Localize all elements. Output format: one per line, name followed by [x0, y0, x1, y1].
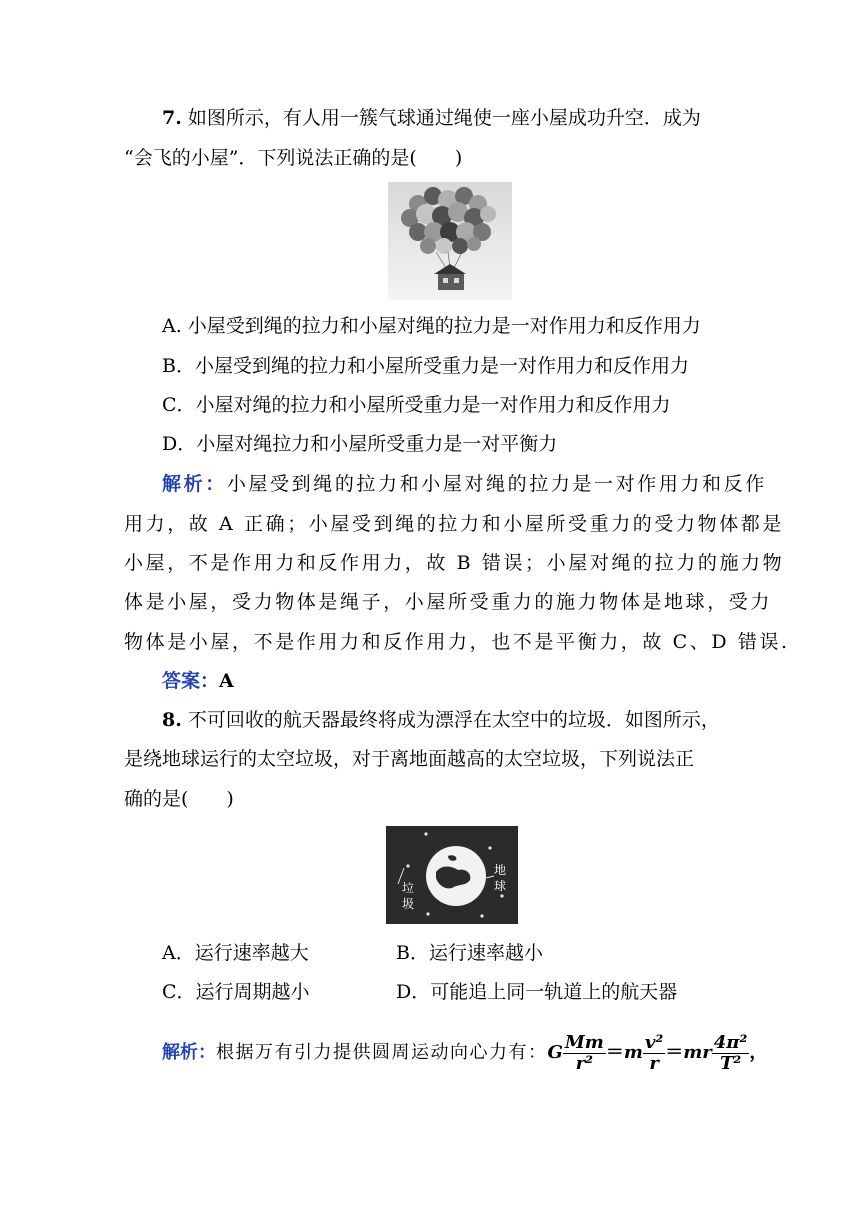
q7-number: 7.	[162, 107, 182, 129]
formula-eq-1: ＝	[605, 1042, 624, 1063]
frac3-denominator: T²	[719, 1052, 742, 1074]
q8-analysis-label: 解析：	[162, 1042, 216, 1063]
frac2-denominator: r	[649, 1052, 659, 1074]
q7-option-d: D．小屋对绳拉力和小屋所受重力是一对平衡力	[162, 433, 558, 455]
q8-number: 8.	[162, 709, 182, 731]
q7-answer-label: 答案：	[162, 670, 220, 692]
q7-option-b: B．小屋受到绳的拉力和小屋所受重力是一对作用力和反作用力	[162, 355, 689, 377]
q8-option-c: C．运行周期越小	[162, 981, 310, 1003]
q7-stem-line1	[162, 106, 701, 130]
formula-mr: mr	[683, 1042, 712, 1063]
q7-stem-line2: “会飞的小屋”．下列说法正确的是( )	[124, 147, 463, 169]
earth-label-1: 地	[494, 863, 507, 877]
q8-analysis-text: 根据万有引力提供圆周运动向心力有：	[216, 1042, 548, 1063]
q8-analysis-line1	[162, 1032, 767, 1074]
q7-answer-value: A	[219, 670, 234, 692]
q8-stem-line3: 确的是( )	[124, 788, 234, 810]
space-debris-figure	[386, 826, 518, 924]
frac1-denominator: r²	[575, 1052, 594, 1074]
q7-option-a: A. 小屋受到绳的拉力和小屋对绳的拉力是一对作用力和反作用力	[162, 315, 701, 337]
balloon-house-image	[388, 182, 512, 300]
q8-option-d: D．可能追上同一轨道上的航天器	[396, 981, 678, 1003]
q7-answer	[162, 669, 234, 693]
q8-stem-text: 不可回收的航天器最终将成为漂浮在太空中的垃圾．如图所示，	[187, 709, 720, 731]
formula-frac-2	[643, 1033, 665, 1074]
frac3-numerator: 4π²	[713, 1031, 748, 1053]
formula-tail: ，	[749, 1042, 768, 1063]
frac1-numerator: Mm	[564, 1031, 604, 1053]
frac2-numerator: v²	[644, 1031, 664, 1053]
q7-analysis-line4: 体是小屋，受力物体是绳子，小屋所受重力的施力物体是地球，受力	[124, 591, 773, 613]
q8-option-b: B．运行速率越小	[396, 942, 543, 964]
garbage-label-2: 圾	[402, 897, 415, 911]
q7-analysis-text1: 小屋受到绳的拉力和小屋对绳的拉力是一对作用力和反作	[226, 473, 767, 495]
formula-m: m	[623, 1042, 643, 1063]
formula-frac-1	[563, 1033, 606, 1074]
q8-stem-line1	[162, 708, 720, 732]
q7-analysis-line2: 用力，故 A 正确；小屋受到绳的拉力和小屋所受重力的受力物体都是	[124, 513, 785, 535]
q7-option-c: C．小屋对绳的拉力和小屋所受重力是一对作用力和反作用力	[162, 394, 671, 416]
q7-stem-text: 如图所示，有人用一簇气球通过绳使一座小屋成功升空．成为	[187, 107, 701, 129]
earth-label-2: 球	[494, 879, 507, 893]
formula-frac-3	[712, 1033, 750, 1074]
q7-analysis-label: 解析：	[162, 473, 227, 495]
formula-g: G	[547, 1042, 563, 1063]
formula-eq-2: ＝	[665, 1042, 684, 1063]
q7-analysis-line1	[162, 472, 767, 496]
q8-stem-line2: 是绕地球运行的太空垃圾，对于离地面越高的太空垃圾，下列说法正	[124, 748, 695, 770]
garbage-label-1: 垃	[402, 881, 415, 895]
q8-option-a: A．运行速率越大	[162, 942, 309, 964]
q7-analysis-line5: 物体是小屋，不是作用力和反作用力，也不是平衡力，故 C、D 错误.	[124, 631, 790, 653]
q7-analysis-line3: 小屋，不是作用力和反作用力，故 B 错误；小屋对绳的拉力的施力物	[124, 552, 785, 574]
